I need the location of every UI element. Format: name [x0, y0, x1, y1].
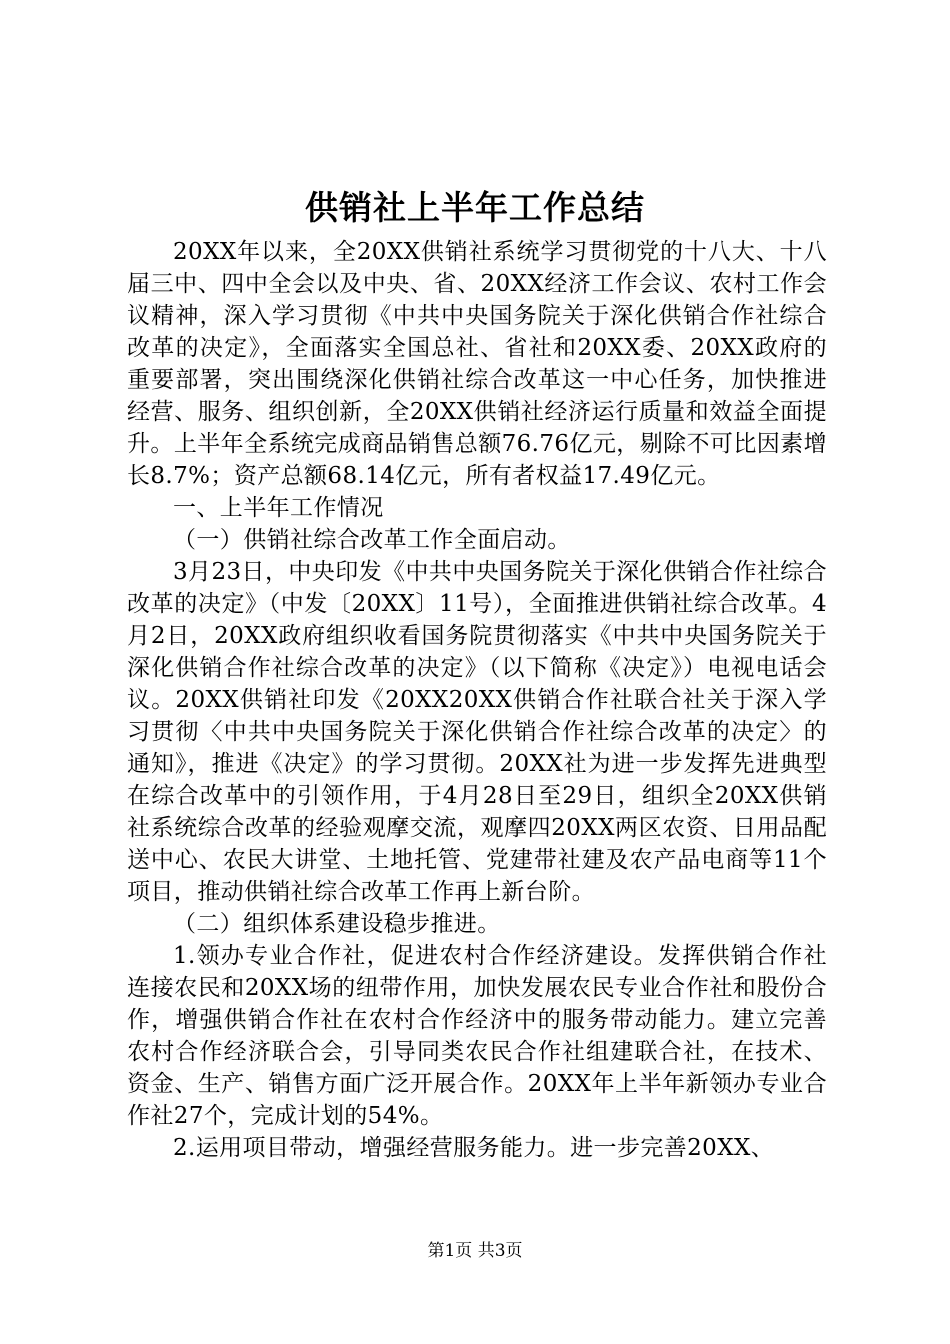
body-paragraph: 2.运用项目带动，增强经营服务能力。进一步完善20XX、	[173, 1135, 775, 1161]
body-paragraph: 3月23日，中央印发《中共中央国务院关于深化供销合作社综合改革的决定》（中发〔20XX〕11号），全面推进供销社综合改革。4月2日，20XX政府组织收看国务院贯彻落实《中共中央国务院关于深化供销合作社综合改革的决定》（以下简称《决定》）电视电话会议。20XX供销社印发《20XX20XX供销合作社联合社关于深入学习贯彻〈中共中央国务院关于深化供销合作社综合改革的决定〉的通知》，推进《决定》的学习贯彻。20XX社为进一步发挥先进典型在综合改革中的引领作用，于4月28日至29日，组织全20XX供销社系统综合改革的经验观摩交流，观摩四20XX两区农资、日用品配送中心、农民大讲堂、土地托管、党建带社建及农产品电商等11个项目，推动供销社综合改革工作再上新台阶。	[127, 559, 827, 905]
intro-paragraph: 20XX年以来，全20XX供销社系统学习贯彻党的十八大、十八届三中、四中全会以及中央、省、20XX经济工作会议、农村工作会议精神，深入学习贯彻《中共中央国务院关于深化供销合作社综合改革的决定》，全面落实全国总社、省社和20XX委、20XX政府的重要部署，突出围绕深化供销社综合改革这一中心任务，加快推进经营、服务、组织创新，全20XX供销社经济运行质量和效益全面提升。上半年全系统完成商品销售总额76.76亿元，剔除不可比因素增长8.7%；资产总额68.14亿元，所有者权益17.49亿元。	[127, 239, 827, 489]
subsection-heading: （一）供销社综合改革工作全面启动。	[173, 527, 571, 553]
section-heading: 一、上半年工作情况	[173, 495, 384, 521]
page-number-footer: 第1页 共3页	[427, 1241, 523, 1261]
body-paragraph: 1.领办专业合作社，促进农村合作经济建设。发挥供销合作社连接农民和20XX场的纽带作用，加快发展农民专业合作社和股份合作，增强供销合作社在农村合作经济中的服务带动能力。建立完善农村合作经济联合会，引导同类农民合作社组建联合社，在技术、资金、生产、销售方面广泛开展合作。20XX年上半年新领办专业合作社27个，完成计划的54%。	[127, 943, 827, 1129]
document-title: 供销社上半年工作总结	[305, 188, 645, 227]
document-body	[127, 236, 827, 1164]
subsection-heading: （二）组织体系建设稳步推进。	[173, 911, 501, 937]
